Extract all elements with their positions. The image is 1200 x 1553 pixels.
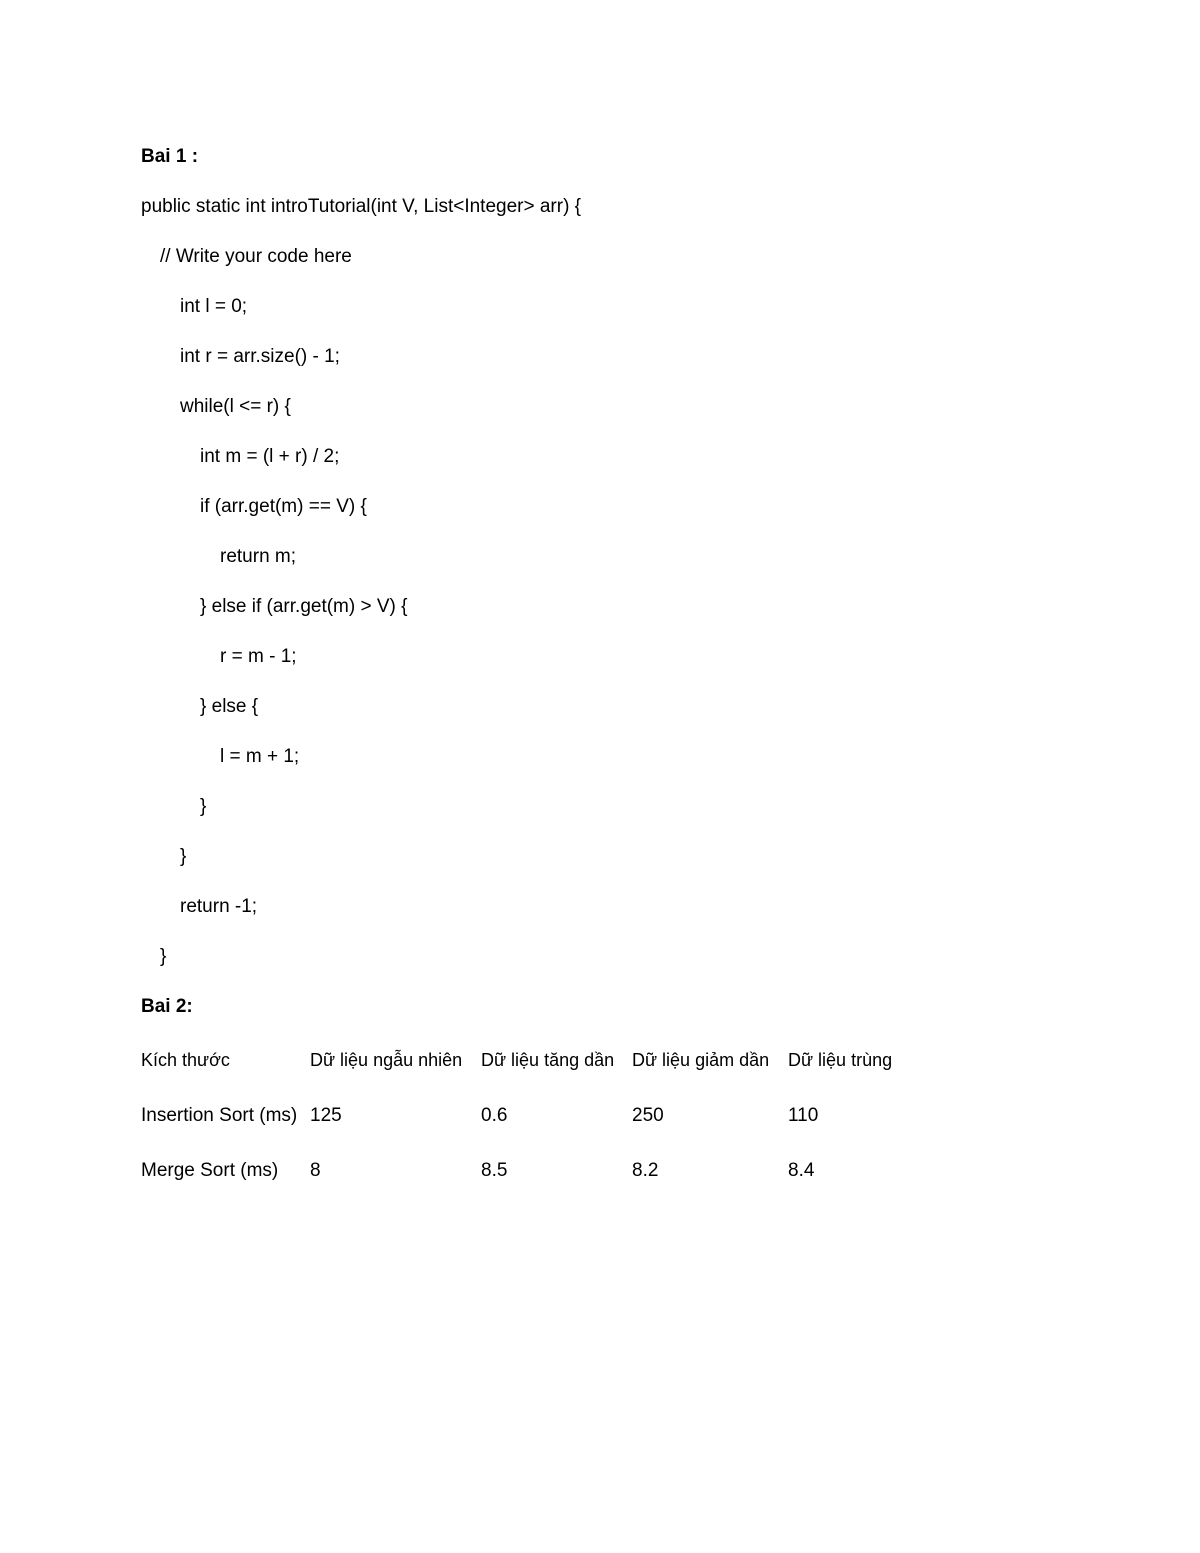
- table-cell: 8.2: [632, 1160, 659, 1181]
- code-line: }: [200, 796, 207, 817]
- code-line: l = m + 1;: [220, 746, 300, 767]
- table-header-cell: Kích thước: [141, 1050, 230, 1070]
- code-line: // Write your code here: [160, 246, 352, 267]
- code-line: int m = (l + r) / 2;: [200, 446, 340, 467]
- code-line: } else if (arr.get(m) > V) {: [200, 596, 408, 617]
- code-line: }: [180, 846, 187, 867]
- section-heading-bai-2: Bai 2:: [141, 996, 193, 1017]
- code-line: int l = 0;: [180, 296, 248, 317]
- code-line: return -1;: [180, 896, 258, 917]
- table-cell: Merge Sort (ms): [141, 1160, 279, 1181]
- code-line: public static int introTutorial(int V, List<Integer> arr) {: [141, 196, 582, 217]
- code-line: while(l <= r) {: [180, 396, 291, 417]
- table-cell: 250: [632, 1105, 664, 1126]
- code-line: int r = arr.size() - 1;: [180, 346, 340, 367]
- table-cell: 8.4: [788, 1160, 815, 1181]
- code-line: } else {: [200, 696, 259, 717]
- table-cell: Insertion Sort (ms): [141, 1105, 298, 1126]
- table-cell: 8.5: [481, 1160, 508, 1181]
- table-header-cell: Dữ liệu tăng dần: [481, 1050, 615, 1070]
- table-header-cell: Dữ liệu trùng: [788, 1050, 893, 1070]
- table-header-cell: Dữ liệu ngẫu nhiên: [310, 1050, 463, 1070]
- table-cell: 0.6: [481, 1105, 508, 1126]
- table-cell: 125: [310, 1105, 342, 1126]
- code-line: if (arr.get(m) == V) {: [200, 496, 367, 517]
- code-line: }: [160, 946, 167, 967]
- code-line: r = m - 1;: [220, 646, 297, 667]
- table-cell: 110: [788, 1105, 819, 1126]
- section-heading-bai-1: Bai 1 :: [141, 146, 199, 167]
- table-header-cell: Dữ liệu giảm dần: [632, 1050, 770, 1070]
- code-line: return m;: [220, 546, 297, 567]
- table-cell: 8: [310, 1160, 321, 1181]
